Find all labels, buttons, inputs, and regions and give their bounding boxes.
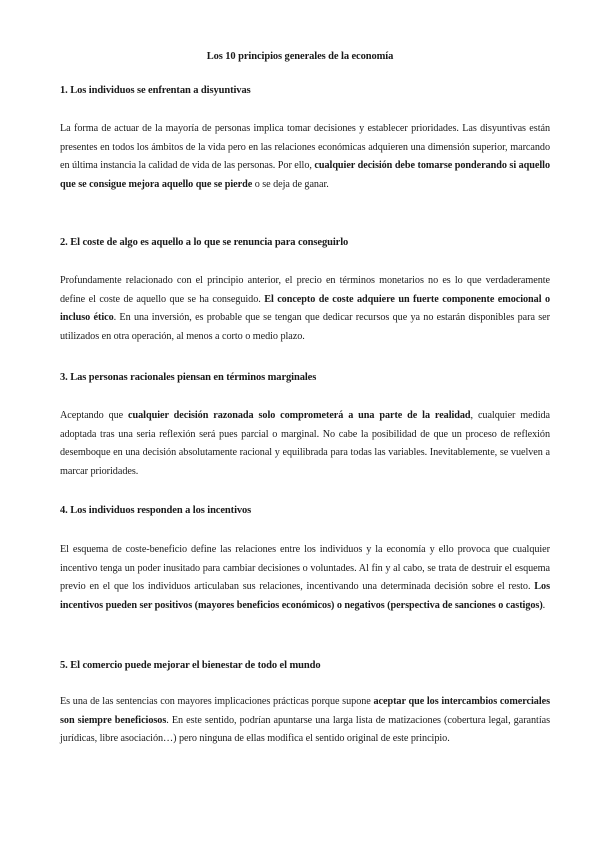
paragraph-bold-text: cualquier decisión razonada solo comprometerá a una parte de la realidad — [128, 410, 471, 421]
section-paragraph-3 — [60, 407, 550, 481]
paragraph-text: . En una inversión, es probable que se tengan que dedicar recursos que ya no estarán disponibles para ser utilizados en otra operación, al menos a corto o medio plazo. — [60, 312, 550, 342]
paragraph-text: , cualquier medida adoptada tras una seria reflexión será pues parcial o marginal. No cabe la posibilidad de que un proceso de reflexión desemboque en una decisión absolutamente racional y equilibrada para todas las variables. Inevitablemente, se vuelven a marcar prioridades. — [60, 410, 550, 477]
section-paragraph-2 — [60, 272, 550, 346]
section-heading-4: 4. Los individuos responden a los incentivos — [60, 505, 252, 516]
paragraph-text: Profundamente relacionado con el principio anterior, el precio en términos monetarios no es lo que verdaderamente define el coste de aquello que se ha conseguido. — [60, 275, 550, 305]
paragraph-bold-text: El concepto de coste adquiere un fuerte componente emocional o incluso ético — [60, 293, 550, 324]
paragraph-bold-text: aceptar que los intercambios comerciales son siempre beneficiosos — [60, 696, 551, 726]
paragraph-bold-text: Los incentivos pueden ser positivos (mayores beneficios económicos) o negativos (perspectiva de sanciones o castigos) — [60, 581, 550, 611]
section-heading-5: 5. El comercio puede mejorar el bienestar de todo el mundo — [60, 660, 321, 671]
section-heading-1: 1. Los individuos se enfrentan a disyuntivas — [60, 85, 251, 96]
paragraph-text: . — [542, 599, 546, 611]
section-paragraph-5 — [60, 693, 550, 749]
paragraph-text: La forma de actuar de la mayoría de personas implica tomar decisiones y establecer prioridades. Las disyuntivas están presentes en todos los ámbitos de la vida pero en las relaciones económicas adquieren una dimensión superior, marcando en última instancia la calidad de vida de las personas. Por ello, — [60, 123, 550, 172]
paragraph-text: El esquema de coste-beneficio define las relaciones entre los individuos y la economía y ello provoca que cualquier incentivo tenga un poder inusitado para cambiar decisiones o voluntades. Al fin y al cabo, se trata de destruir el esquema previo en el que los individuos articulaban sus relaciones, incentivando una determinada decisión sobre el resto. — [60, 544, 550, 593]
section-heading-3: 3. Las personas racionales piensan en términos marginales — [60, 372, 317, 383]
paragraph-text: . En este sentido, podrían apuntarse una larga lista de matizaciones (cobertura legal, garantías jurídicas, libre asociación…) pero ninguna de ellas modifica el sentido original de este principio. — [60, 714, 551, 745]
section-paragraph-4 — [60, 541, 550, 615]
paragraph-text: o se deja de ganar. — [252, 178, 329, 190]
paragraph-text: Aceptando que — [60, 410, 129, 421]
section-heading-2: 2. El coste de algo es aquello a lo que se renuncia para conseguirlo — [60, 237, 349, 248]
paragraph-text: Es una de las sentencias con mayores implicaciones prácticas porque supone — [60, 696, 374, 707]
section-paragraph-1 — [60, 120, 550, 194]
paragraph-bold-text: cualquier decisión debe tomarse ponderando si aquello que se consigue mejora aquello que se pierde — [60, 160, 550, 190]
document-title: Los 10 principios generales de la economía — [206, 51, 394, 62]
